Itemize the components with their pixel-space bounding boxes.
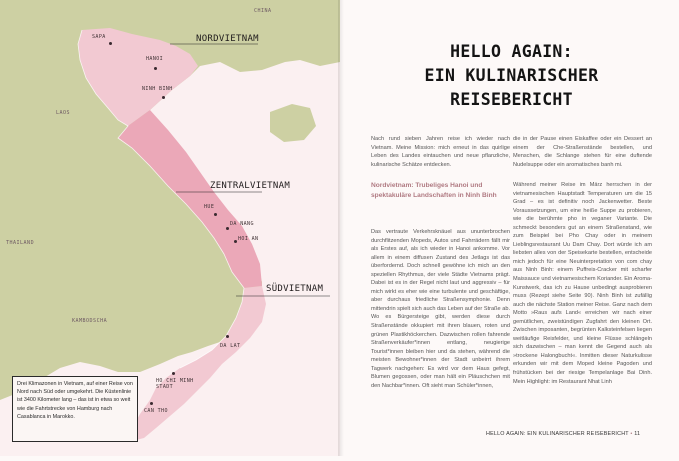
map-label-thailand: THAILAND (6, 240, 35, 246)
city-label-hoi-an: HOI AN (238, 236, 259, 242)
city-dot-can-tho (150, 402, 153, 405)
body-column-right: Während meiner Reise im März herrschen in der vietnamesischen Hauptstadt Temperaturen um die 15 Grad – es ist definitiv noch Jackenwetter. Beste Voraussetzungen, um eine heiße Suppe zu probieren, wie die berühmte pho in veganer Variante. Die schmeckt besonders gut an einem Straßenstand, wie zum Beispiel bei Pho Chay oder in meinem Lieblingsrestaurant Uu Dam Chay. Dort würde ich am liebsten alles von der Speisekarte bestellen, entscheide mich jedoch für eine Neuinterpretation von com chay aus Ninh Binh: einem Puffreis-Cracker mit scharfer Maissauce und vietnamesischem Koriander. Ein Aroma-Kunstwerk, das ich zu Hause unbedingt ausprobieren muss (Rezept siehe Seite 90). Ninh Binh ist zufällig auch die nächste Station meiner Reise. Ganz nach dem Motto »Raus aufs Land« erreichen wir nach einer gemütlichen, zweistündigen Zugfahrt den kleinen Ort. Zwischen imposanten, begrünten Kalksteinfelsen liegen weitläufige Reisfelder, und kleine Flüsse schlängeln sich dazwischen – man kennt die Gegend auch als »trockene Halongbucht«. Inmitten dieser Naturkulisse erkunden wir mit dem Moped kleine Pagoden und frühstücken bei der riesige Tempelanlage Bai Dinh. Mein Highlight: im Restaurant Nhat Linh (513, 182, 652, 385)
city-label-hanoi: HANOI (146, 56, 164, 62)
map-label-cambodia: KAMBODSCHA (72, 318, 108, 324)
map-label-laos: LAOS (56, 110, 71, 116)
city-dot-sapa (109, 42, 112, 45)
section-heading: Nordvietnam: Trubeliges Hanoi und spektakuläre Landschaften in Ninh Binh (371, 182, 497, 199)
city-dot-ninh-binh (162, 96, 165, 99)
city-dot-hanoi (154, 67, 157, 70)
intro-paragraph-left: Nach rund sieben Jahren reise ich wieder nach Vietnam. Meine Mission: mich erneut in das quirlige Leben des Landes eintauchen und neue pflanzliche, kulinarische Schätze entdecken. (371, 136, 510, 168)
city-label-da-nang: DA NANG (230, 221, 254, 227)
city-label-ninh-binh: NINH BINH (142, 86, 173, 92)
page-footer (486, 431, 666, 437)
city-dot-hcmc (172, 372, 175, 375)
footer-running-title: HELLO AGAIN: EIN KULINARISCHER REISEBERICHT (486, 431, 629, 437)
body-column-left: Das vertraute Verkehrsknäuel aus ununterbrochen durchflitzenden Mopeds, Autos und Fahrrädern fällt mir als Erstes auf, als ich wieder in Hanoi ankomme. Vor allem in einem diffusen Zustand des Jetlags ist das überfordernd. Doch schnell gewöhne ich mich an den speziellen Rhythmus, der viele Städte Vietnams prägt. Dabei ist es in der Regel nicht laut und aggressiv – für mich wirkt es eher wie eine turbulente und geschäftige, aber durchaus friedliche Straßensymphonie. Denn mittendrin spielt sich auch das Leben auf der Straße ab. Wo es Bürgersteige gibt, werden diese durch Straßenstände okkupiert mit ihren blauen, roten und grünen Plastikhöckerchen. Dazwischen rollen fahrende Straßenverkäufer*innen entlang, neugierige Tourist*innen bleiben hier und da stehen, während die meisten Bewohner*innen der Stadt unbeirrt ihrem Tagwerk nachgehen: Es wird vor dem Haus gefegt, Blumen gegossen, oder man hält ein Pläuschchen mit den Nachbar*innen. Oft sieht man Schüler*innen, (371, 229, 510, 389)
city-label-can-tho: CAN THO (144, 408, 168, 414)
title-line-2: EIN KULINARISCHER (424, 66, 599, 85)
map-caption: Drei Klimazonen in Vietnam, auf einer Reise von Nord nach Süd oder umgekehrt. Die Küstenlinie ist 3400 Kilometer lang – das ist in etwa so weit wie die Fahrtstrecke von Hamburg nach Casablanca in Marokko. (12, 376, 138, 442)
city-label-hcmc: HO CHI MINH STADT (156, 378, 194, 390)
intro-paragraph-right: die in der Pause einen Eiskaffee oder ein Dessert an einem der Che-Straßenstände bestellen, und Menschen, die Schlange stehen für eine duftende Nudelsuppe oder ein aromatisches banh mi. (513, 136, 652, 168)
title-line-1: HELLO AGAIN: (450, 42, 573, 61)
title-line-3: REISEBERICHT (450, 90, 573, 109)
city-dot-hoi-an (234, 240, 237, 243)
region-label-north: NORDVIETNAM (196, 34, 259, 44)
map-label-china: CHINA (254, 8, 272, 14)
region-label-south: SÜDVIETNAM (266, 284, 324, 294)
vietnam-map (0, 0, 340, 456)
city-dot-da-lat (226, 335, 229, 338)
footer-separator: • (630, 431, 633, 437)
page-number: 11 (634, 431, 641, 437)
city-dot-hue (214, 213, 217, 216)
city-dot-da-nang (226, 227, 229, 230)
city-label-sapa: SAPA (92, 34, 106, 40)
city-label-da-lat: DA LAT (220, 343, 241, 349)
region-label-central: ZENTRALVIETNAM (210, 181, 291, 191)
page-title (344, 40, 679, 112)
city-label-hue: HUE (204, 204, 215, 210)
